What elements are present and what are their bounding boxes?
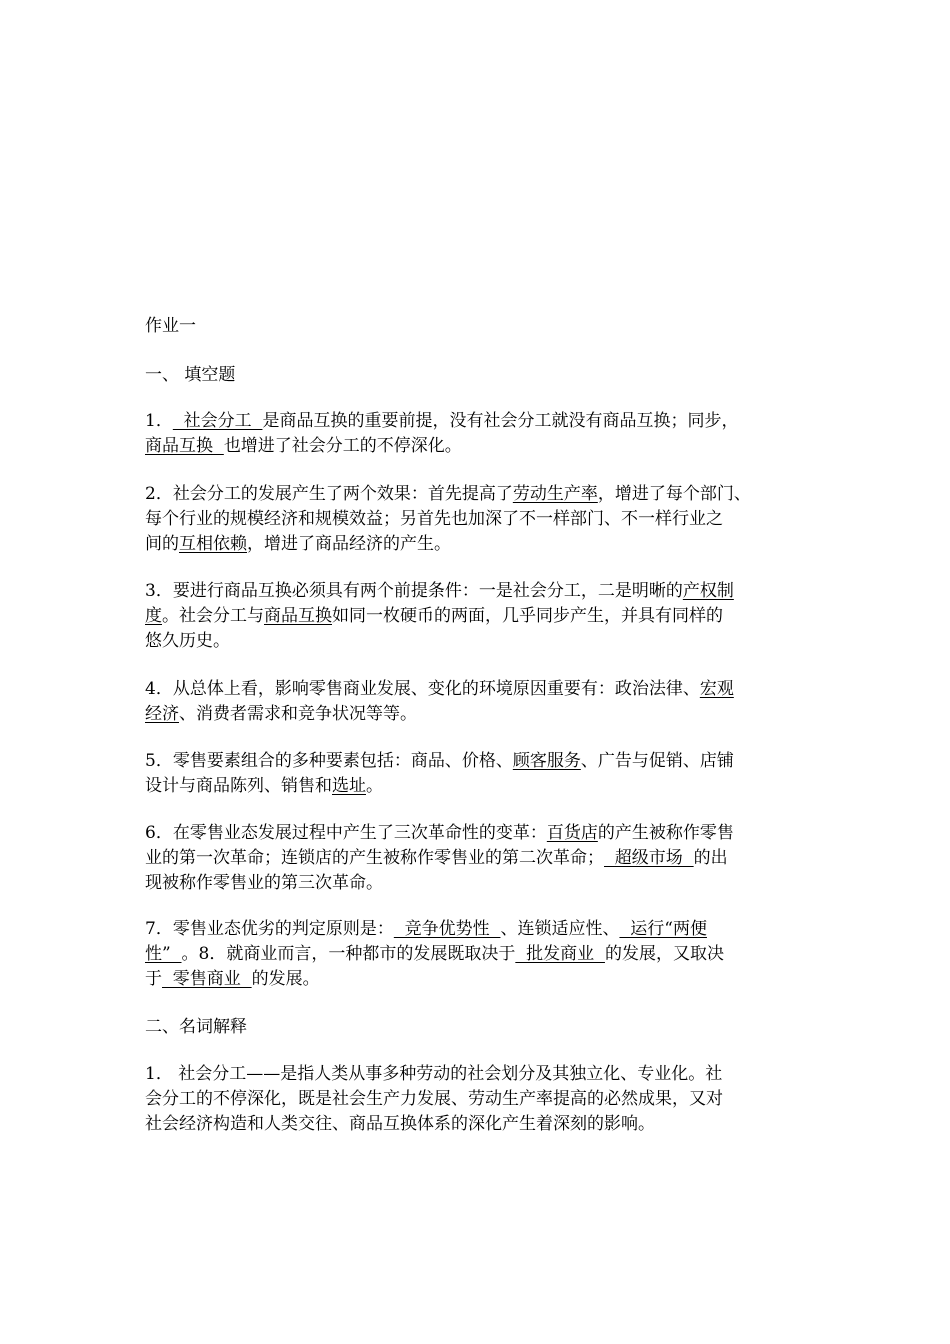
q6-line-2: [145, 847, 728, 869]
def1-line-3: 社会经济构造和人类交往、商品互换体系的深化产生着深刻的影响。: [145, 1114, 655, 1134]
q8-answer-2: 零售商业: [162, 969, 252, 989]
q2-line-1: [145, 483, 751, 505]
q6-text-4: 的出: [693, 848, 728, 868]
q5-text-4: 。: [366, 776, 383, 796]
q5-text: 5．零售要素组合的多种要素包括：商品、价格、: [145, 751, 513, 771]
q2-answer-1: 劳动生产率: [512, 484, 598, 504]
q2-text-4: ，增进了商品经济的产生。: [247, 534, 451, 554]
q4-line-1: [145, 678, 734, 700]
section-heading-definitions: 二、名词解释: [145, 1017, 247, 1037]
q6-text: 6．在零售业态发展过程中产生了三次革命性的变革：: [145, 823, 547, 843]
q6-answer-1: 百货店: [546, 823, 598, 843]
section-heading-fill-in: 一、 填空题: [145, 365, 236, 385]
q6-text-3: 业的第一次革命；连锁店的产生被称作零售业的第二次革命；: [145, 848, 604, 868]
q8-text-3: 于: [145, 969, 162, 989]
q7-line-2: [145, 943, 724, 965]
q7-text-2: 、连锁适应性、: [500, 919, 620, 939]
q2-line-3: [145, 533, 451, 555]
q3-answer-1a: 产权制: [682, 581, 734, 601]
q1-text: 是商品互换的重要前提，没有社会分工就没有商品互换；同步，: [262, 411, 739, 431]
q2-text: 2．社会分工的发展产生了两个效果：首先提高了: [145, 484, 513, 504]
q5-answer-1: 顾客服务: [512, 751, 581, 771]
q7-text: 7．零售业态优劣的判定原则是：: [145, 919, 394, 939]
q8-answer-1: 批发商业: [515, 944, 605, 964]
document-title: 作业一: [145, 316, 196, 336]
q5-line-2: [145, 775, 383, 797]
q3-answer-2: 商品互换: [264, 606, 332, 626]
q7-line-3: [145, 968, 320, 990]
q5-line-1: [145, 750, 734, 772]
q1-text-2: 也增进了社会分工的不停深化。: [223, 436, 462, 456]
q3-text: 3．要进行商品互换必须具有两个前提条件：一是社会分工，二是明晰的: [145, 581, 683, 601]
q3-answer-1b: 度: [145, 606, 162, 626]
q6-line-3: 现被称作零售业的第三次革命。: [145, 873, 383, 893]
q3-line-2: [145, 605, 723, 627]
q2-line-2: 每个行业的规模经济和规模效益；另首先也加深了不一样部门、不一样行业之: [145, 509, 723, 529]
q7-line-1: [145, 918, 707, 940]
q5-text-3: 设计与商品陈列、销售和: [145, 776, 332, 796]
q8-text-4: 的发展。: [251, 969, 320, 989]
q8-text-2: 的发展，又取决: [604, 944, 724, 964]
q5-answer-2: 选址: [332, 776, 366, 796]
def1-line-2: 会分工的不停深化，既是社会生产力发展、劳动生产率提高的必然成果，又对: [145, 1089, 723, 1109]
q7-answer-1: 竞争优势性: [393, 919, 501, 939]
q1-line-1: [145, 410, 738, 432]
q4-line-2: [145, 703, 417, 725]
q6-answer-2: 超级市场: [604, 848, 694, 868]
q6-text-2: 的产生被称作零售: [597, 823, 734, 843]
q2-text-2: ，增进了每个部门、: [597, 484, 751, 504]
def1-line-1: 1． 社会分工——是指人类从事多种劳动的社会划分及其独立化、专业化。社: [145, 1064, 723, 1084]
q3-line-1: [145, 580, 734, 602]
q4-answer-1b: 经济: [145, 704, 179, 724]
q8-text: 。8．就商业而言，一种都市的发展既取决于: [181, 944, 516, 964]
q6-line-1: [145, 822, 734, 844]
q1-answer-2: 商品互换: [145, 436, 224, 456]
q2-text-3: 间的: [145, 534, 179, 554]
q5-text-2: 、广告与促销、店铺: [580, 751, 734, 771]
q2-answer-2: 互相依赖: [179, 534, 247, 554]
q4-answer-1a: 宏观: [699, 679, 734, 699]
q3-text-2: 。社会分工与: [162, 606, 264, 626]
q7-answer-2b: 性”: [145, 944, 182, 964]
q3-text-3: 如同一枚硬币的两面，几乎同步产生，并具有同样的: [332, 606, 723, 626]
q1-number: 1．: [145, 411, 173, 431]
q3-line-3: 悠久历史。: [145, 631, 230, 651]
q4-text: 4．从总体上看，影响零售商业发展、变化的环境原因重要有：政治法律、: [145, 679, 700, 699]
q7-answer-2a: 运行“两便: [619, 919, 707, 939]
q4-text-2: 、消费者需求和竞争状况等等。: [179, 704, 417, 724]
q1-line-2: [145, 435, 462, 457]
q1-answer-1: 社会分工: [172, 411, 263, 431]
